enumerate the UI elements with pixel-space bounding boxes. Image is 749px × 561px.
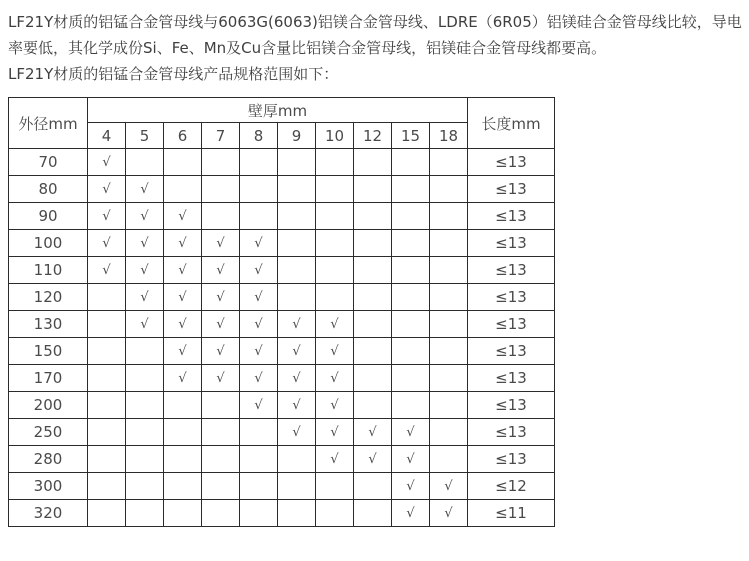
empty-cell (278, 284, 316, 311)
check-mark: √ (278, 311, 316, 338)
thickness-col-15: 15 (392, 123, 430, 149)
empty-cell (278, 446, 316, 473)
empty-cell (430, 311, 468, 338)
check-mark: √ (164, 284, 202, 311)
empty-cell (164, 419, 202, 446)
outer-diameter-value: 90 (9, 203, 88, 230)
check-mark: √ (126, 230, 164, 257)
col-header-outer-diameter: 外径mm (9, 98, 88, 149)
empty-cell (354, 257, 392, 284)
thickness-col-18: 18 (430, 123, 468, 149)
empty-cell (202, 446, 240, 473)
empty-cell (164, 176, 202, 203)
empty-cell (392, 203, 430, 230)
table-row-280 (9, 446, 555, 473)
empty-cell (278, 203, 316, 230)
check-mark: √ (164, 203, 202, 230)
length-value: ≤13 (468, 230, 555, 257)
length-value: ≤13 (468, 365, 555, 392)
thickness-col-10: 10 (316, 123, 354, 149)
check-mark: √ (126, 284, 164, 311)
empty-cell (164, 446, 202, 473)
empty-cell (354, 392, 392, 419)
empty-cell (126, 419, 164, 446)
table-row-120 (9, 284, 555, 311)
outer-diameter-value: 110 (9, 257, 88, 284)
length-value: ≤13 (468, 419, 555, 446)
outer-diameter-value: 120 (9, 284, 88, 311)
empty-cell (88, 311, 126, 338)
empty-cell (392, 230, 430, 257)
empty-cell (354, 284, 392, 311)
outer-diameter-value: 250 (9, 419, 88, 446)
outer-diameter-value: 280 (9, 446, 88, 473)
check-mark: √ (126, 203, 164, 230)
empty-cell (316, 230, 354, 257)
length-value: ≤12 (468, 473, 555, 500)
empty-cell (430, 284, 468, 311)
col-header-wall-thickness: 壁厚mm (88, 98, 468, 123)
empty-cell (354, 500, 392, 527)
check-mark: √ (316, 446, 354, 473)
spec-table-header (9, 98, 555, 149)
empty-cell (126, 365, 164, 392)
check-mark: √ (240, 230, 278, 257)
empty-cell (240, 149, 278, 176)
outer-diameter-value: 320 (9, 500, 88, 527)
empty-cell (202, 473, 240, 500)
empty-cell (88, 284, 126, 311)
empty-cell (430, 176, 468, 203)
outer-diameter-value: 130 (9, 311, 88, 338)
thickness-col-9: 9 (278, 123, 316, 149)
spec-range-line: LF21Y材质的铝锰合金管母线产品规格范围如下： (8, 65, 339, 83)
empty-cell (392, 176, 430, 203)
length-value: ≤11 (468, 500, 555, 527)
check-mark: √ (164, 230, 202, 257)
empty-cell (392, 311, 430, 338)
check-mark: √ (126, 311, 164, 338)
empty-cell (430, 203, 468, 230)
empty-cell (88, 392, 126, 419)
empty-cell (88, 419, 126, 446)
empty-cell (354, 338, 392, 365)
table-row-150 (9, 338, 555, 365)
empty-cell (202, 149, 240, 176)
empty-cell (202, 419, 240, 446)
empty-cell (354, 176, 392, 203)
check-mark: √ (354, 446, 392, 473)
length-value: ≤13 (468, 311, 555, 338)
check-mark: √ (354, 419, 392, 446)
thickness-col-5: 5 (126, 123, 164, 149)
length-value: ≤13 (468, 446, 555, 473)
empty-cell (392, 365, 430, 392)
empty-cell (240, 203, 278, 230)
check-mark: √ (202, 338, 240, 365)
check-mark: √ (316, 392, 354, 419)
check-mark: √ (202, 230, 240, 257)
empty-cell (202, 203, 240, 230)
length-value: ≤13 (468, 338, 555, 365)
empty-cell (278, 473, 316, 500)
thickness-col-4: 4 (88, 123, 126, 149)
header-row-top (9, 98, 555, 123)
check-mark: √ (164, 338, 202, 365)
empty-cell (392, 338, 430, 365)
table-row-250 (9, 419, 555, 446)
check-mark: √ (316, 419, 354, 446)
empty-cell (126, 500, 164, 527)
check-mark: √ (164, 311, 202, 338)
check-mark: √ (88, 149, 126, 176)
empty-cell (430, 230, 468, 257)
empty-cell (88, 338, 126, 365)
empty-cell (430, 338, 468, 365)
check-mark: √ (392, 500, 430, 527)
intro-paragraph: LF21Y材质的铝锰合金管母线与6063G(6063)铝镁合金管母线、LDRE（6R05）铝镁硅合金管母线比较，导电率要低，其化学成份Si、Fe、Mn及Cu含量比铝镁合金管母线，铝镁硅合金管母线都要高。 (8, 13, 742, 57)
check-mark: √ (126, 257, 164, 284)
check-mark: √ (126, 176, 164, 203)
check-mark: √ (392, 473, 430, 500)
check-mark: √ (316, 338, 354, 365)
outer-diameter-value: 150 (9, 338, 88, 365)
empty-cell (354, 311, 392, 338)
length-value: ≤13 (468, 149, 555, 176)
empty-cell (278, 149, 316, 176)
empty-cell (278, 257, 316, 284)
table-row-170 (9, 365, 555, 392)
check-mark: √ (240, 338, 278, 365)
empty-cell (316, 257, 354, 284)
empty-cell (316, 473, 354, 500)
empty-cell (316, 176, 354, 203)
empty-cell (430, 446, 468, 473)
thickness-col-6: 6 (164, 123, 202, 149)
empty-cell (392, 257, 430, 284)
check-mark: √ (316, 311, 354, 338)
empty-cell (202, 176, 240, 203)
empty-cell (316, 500, 354, 527)
length-value: ≤13 (468, 392, 555, 419)
length-value: ≤13 (468, 284, 555, 311)
check-mark: √ (430, 473, 468, 500)
table-row-130 (9, 311, 555, 338)
empty-cell (316, 284, 354, 311)
empty-cell (278, 500, 316, 527)
check-mark: √ (240, 311, 278, 338)
empty-cell (202, 392, 240, 419)
check-mark: √ (202, 284, 240, 311)
empty-cell (240, 446, 278, 473)
check-mark: √ (278, 419, 316, 446)
check-mark: √ (202, 311, 240, 338)
empty-cell (392, 392, 430, 419)
empty-cell (88, 365, 126, 392)
table-row-200 (9, 392, 555, 419)
check-mark: √ (278, 365, 316, 392)
empty-cell (88, 473, 126, 500)
check-mark: √ (88, 230, 126, 257)
empty-cell (126, 473, 164, 500)
empty-cell (354, 473, 392, 500)
check-mark: √ (164, 365, 202, 392)
table-row-300 (9, 473, 555, 500)
empty-cell (126, 446, 164, 473)
empty-cell (126, 149, 164, 176)
length-value: ≤13 (468, 257, 555, 284)
check-mark: √ (240, 392, 278, 419)
check-mark: √ (392, 446, 430, 473)
table-row-90 (9, 203, 555, 230)
check-mark: √ (240, 365, 278, 392)
outer-diameter-value: 70 (9, 149, 88, 176)
thickness-col-7: 7 (202, 123, 240, 149)
empty-cell (88, 446, 126, 473)
table-row-70 (9, 149, 555, 176)
empty-cell (202, 500, 240, 527)
length-value: ≤13 (468, 176, 555, 203)
check-mark: √ (316, 365, 354, 392)
check-mark: √ (88, 203, 126, 230)
check-mark: √ (240, 257, 278, 284)
empty-cell (164, 473, 202, 500)
table-row-100 (9, 230, 555, 257)
spec-table (8, 97, 555, 527)
empty-cell (392, 284, 430, 311)
check-mark: √ (240, 284, 278, 311)
check-mark: √ (392, 419, 430, 446)
empty-cell (164, 392, 202, 419)
outer-diameter-value: 100 (9, 230, 88, 257)
table-row-80 (9, 176, 555, 203)
empty-cell (278, 176, 316, 203)
empty-cell (430, 149, 468, 176)
empty-cell (316, 149, 354, 176)
table-row-320 (9, 500, 555, 527)
check-mark: √ (88, 176, 126, 203)
check-mark: √ (164, 257, 202, 284)
empty-cell (164, 500, 202, 527)
empty-cell (354, 149, 392, 176)
empty-cell (278, 230, 316, 257)
empty-cell (430, 392, 468, 419)
check-mark: √ (202, 257, 240, 284)
check-mark: √ (202, 365, 240, 392)
empty-cell (430, 365, 468, 392)
empty-cell (316, 203, 354, 230)
check-mark: √ (430, 500, 468, 527)
outer-diameter-value: 170 (9, 365, 88, 392)
empty-cell (126, 338, 164, 365)
check-mark: √ (278, 338, 316, 365)
table-row-110 (9, 257, 555, 284)
empty-cell (354, 230, 392, 257)
empty-cell (240, 176, 278, 203)
spec-table-body (9, 149, 555, 527)
outer-diameter-value: 300 (9, 473, 88, 500)
col-header-length: 长度mm (468, 98, 555, 149)
empty-cell (430, 257, 468, 284)
empty-cell (240, 473, 278, 500)
empty-cell (354, 365, 392, 392)
length-value: ≤13 (468, 203, 555, 230)
thickness-col-8: 8 (240, 123, 278, 149)
empty-cell (164, 149, 202, 176)
outer-diameter-value: 200 (9, 392, 88, 419)
check-mark: √ (278, 392, 316, 419)
empty-cell (126, 392, 164, 419)
empty-cell (88, 500, 126, 527)
empty-cell (354, 203, 392, 230)
empty-cell (392, 149, 430, 176)
empty-cell (430, 419, 468, 446)
thickness-col-12: 12 (354, 123, 392, 149)
empty-cell (240, 500, 278, 527)
check-mark: √ (88, 257, 126, 284)
empty-cell (240, 419, 278, 446)
outer-diameter-value: 80 (9, 176, 88, 203)
